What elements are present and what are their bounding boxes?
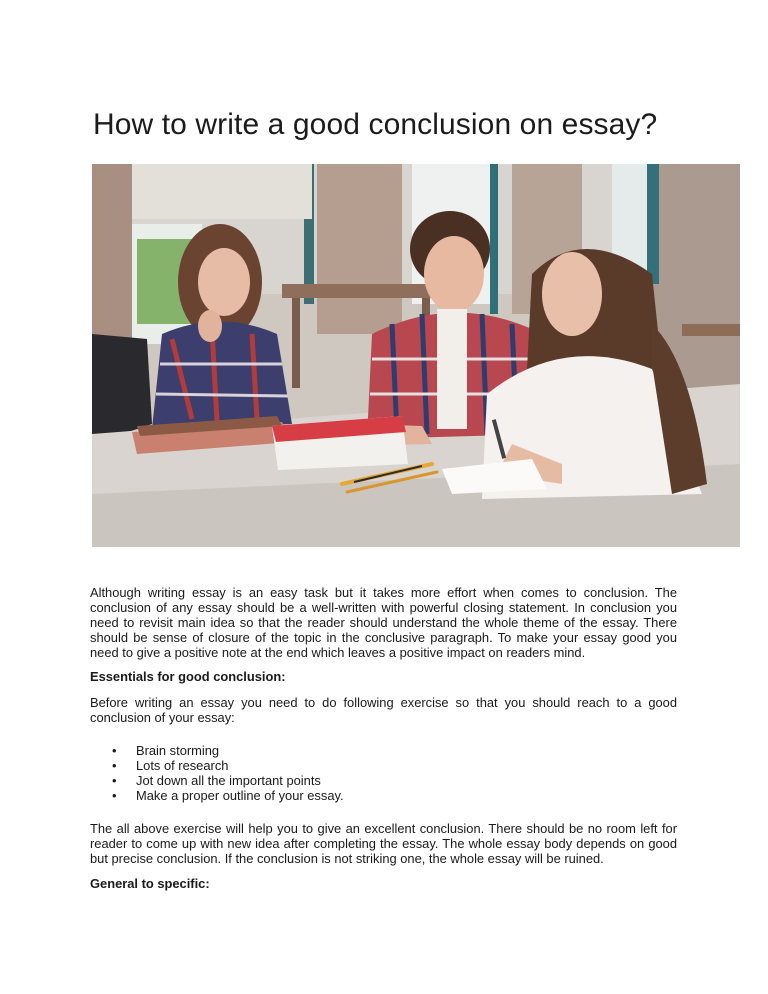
bullet-icon: • xyxy=(112,788,117,803)
page-title: How to write a good conclusion on essay? xyxy=(93,108,658,141)
list-item: • Make a proper outline of your essay. xyxy=(112,788,344,803)
bullet-icon: • xyxy=(112,758,117,773)
exercise-list xyxy=(90,743,344,803)
list-item: • Lots of research xyxy=(112,758,229,773)
bullet-icon: • xyxy=(112,743,117,758)
bullet-icon: • xyxy=(112,773,117,788)
list-item: • Jot down all the important points xyxy=(112,773,321,788)
list-item: • Brain storming xyxy=(112,743,220,758)
students-illustration xyxy=(92,164,740,547)
students-photo xyxy=(92,164,740,547)
essentials-paragraph: Before writing an essay you need to do following exercise so that you should reach to a good conclusion of your essay: xyxy=(90,695,677,725)
intro-paragraph: Although writing essay is an easy task but it takes more effort when comes to conclusion. The conclusion of any essay should be a well-written with powerful closing statement. In conclusion you need to revisit main idea so that the reader should understand the whole theme of the essay. There should be sense of closure of the topic in the conclusive paragraph. To make your essay good you need to give a positive note at the end which leaves a positive impact on readers mind. xyxy=(90,585,677,660)
section-heading-essentials: Essentials for good conclusion: xyxy=(90,669,286,684)
exercise-summary-paragraph: The all above exercise will help you to give an excellent conclusion. There should be no room left for reader to come up with new idea after completing the essay. The whole essay body depends on good but precise conclusion. If the conclusion is not striking one, the whole essay will be ruined. xyxy=(90,821,677,866)
section-heading-general-to-specific: General to specific: xyxy=(90,876,210,891)
